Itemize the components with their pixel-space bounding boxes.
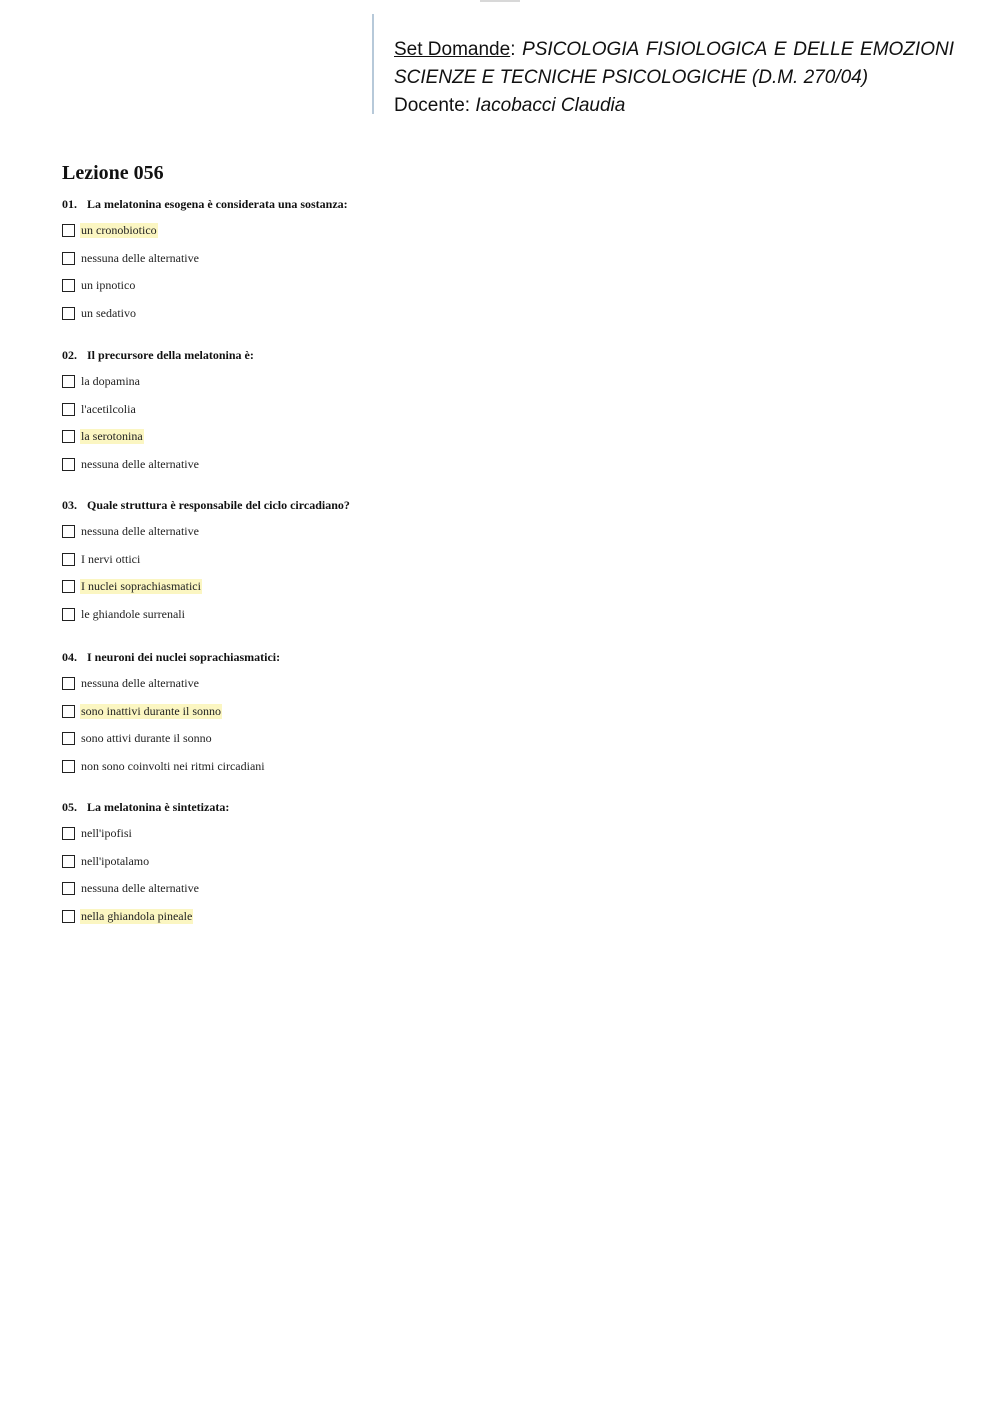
question-text: La melatonina è sintetizata: (87, 800, 230, 814)
answer-option[interactable] (62, 277, 136, 293)
answer-text: nessuna delle alternative (81, 675, 199, 690)
correct-answer-text: un cronobiotico (81, 222, 157, 237)
answer-option[interactable] (62, 853, 150, 869)
answer-text: un ipnotico (81, 277, 136, 292)
answer-checkbox[interactable] (62, 553, 75, 566)
answer-checkbox[interactable] (62, 855, 75, 868)
answer-option[interactable] (62, 305, 137, 321)
header-text (394, 36, 954, 120)
answer-text: I nervi ottici (81, 551, 141, 566)
answer-checkbox[interactable] (62, 580, 75, 593)
answer-checkbox[interactable] (62, 525, 75, 538)
answer-option[interactable] (62, 758, 266, 774)
page-top-mark (480, 0, 520, 2)
answer-checkbox[interactable] (62, 279, 75, 292)
answer-checkbox[interactable] (62, 307, 75, 320)
answer-text: la dopamina (81, 373, 140, 388)
correct-answer-text: la serotonina (81, 428, 143, 443)
answer-checkbox[interactable] (62, 224, 75, 237)
answer-checkbox[interactable] (62, 430, 75, 443)
question-text: Quale struttura è responsabile del ciclo circadiano? (87, 498, 350, 512)
answer-text: nell'ipotalamo (81, 853, 150, 868)
question-2 (62, 348, 254, 363)
answer-option[interactable] (62, 703, 222, 719)
answer-option[interactable] (62, 825, 133, 841)
course-word-1: PSICOLOGIA (522, 39, 640, 60)
answer-option[interactable] (62, 401, 137, 417)
question-text: La melatonina esogena è considerata una sostanza: (87, 197, 348, 211)
set-domande-colon: : (510, 39, 516, 60)
answer-checkbox[interactable] (62, 705, 75, 718)
correct-answer-text: sono inattivi durante il sonno (81, 703, 221, 718)
header-line-1 (394, 36, 954, 64)
answer-checkbox[interactable] (62, 882, 75, 895)
question-number: 05. (62, 800, 77, 814)
answer-option[interactable] (62, 373, 141, 389)
document-header (372, 14, 974, 114)
answer-text: nessuna delle alternative (81, 523, 199, 538)
correct-answer-text: I nuclei soprachiasmatici (81, 578, 201, 593)
answer-option[interactable] (62, 250, 200, 266)
set-domande-group (394, 36, 515, 64)
answer-text: nessuna delle alternative (81, 456, 199, 471)
answer-checkbox[interactable] (62, 403, 75, 416)
question-number: 04. (62, 650, 77, 664)
answer-text: le ghiandole surrenali (81, 606, 185, 621)
answer-option[interactable] (62, 222, 158, 238)
question-1 (62, 197, 348, 212)
answer-option[interactable] (62, 908, 193, 924)
course-degree: SCIENZE E TECNICHE PSICOLOGICHE (D.M. 270/04) (394, 67, 869, 88)
answer-option[interactable] (62, 578, 202, 594)
set-domande-label: Set Domande (394, 39, 511, 60)
correct-answer-text: nella ghiandola pineale (81, 908, 193, 923)
question-3 (62, 498, 350, 513)
lesson-title: Lezione 056 (62, 162, 164, 184)
question-text: Il precursore della melatonina è: (87, 348, 254, 362)
answer-checkbox[interactable] (62, 375, 75, 388)
course-word-4: DELLE (793, 39, 854, 60)
header-line-2 (394, 64, 954, 92)
answer-text: nessuna delle alternative (81, 880, 199, 895)
course-word-3: E (773, 39, 787, 60)
answer-text: nell'ipofisi (81, 825, 132, 840)
course-word-5: EMOZIONI (860, 39, 954, 60)
answer-option[interactable] (62, 456, 200, 472)
answer-option[interactable] (62, 675, 200, 691)
answer-option[interactable] (62, 551, 141, 567)
answer-checkbox[interactable] (62, 252, 75, 265)
answer-option[interactable] (62, 880, 200, 896)
question-number: 03. (62, 498, 77, 512)
docente-name: Iacobacci Claudia (475, 95, 626, 116)
answer-checkbox[interactable] (62, 827, 75, 840)
question-number: 01. (62, 197, 77, 211)
answer-checkbox[interactable] (62, 732, 75, 745)
docente-label: Docente: (394, 95, 471, 116)
answer-text: non sono coinvolti nei ritmi circadiani (81, 758, 265, 773)
header-line-3 (394, 92, 954, 120)
question-number: 02. (62, 348, 77, 362)
answer-text: un sedativo (81, 305, 136, 320)
answer-text: sono attivi durante il sonno (81, 730, 212, 745)
answer-checkbox[interactable] (62, 677, 75, 690)
answer-option[interactable] (62, 428, 144, 444)
answer-text: nessuna delle alternative (81, 250, 199, 265)
question-text: I neuroni dei nuclei soprachiasmatici: (87, 650, 281, 664)
answer-checkbox[interactable] (62, 910, 75, 923)
answer-option[interactable] (62, 730, 213, 746)
course-word-2: FISIOLOGICA (645, 39, 768, 60)
answer-option[interactable] (62, 523, 200, 539)
answer-checkbox[interactable] (62, 608, 75, 621)
question-4 (62, 650, 280, 665)
answer-text: l'acetilcolia (81, 401, 136, 416)
answer-checkbox[interactable] (62, 760, 75, 773)
answer-option[interactable] (62, 606, 186, 622)
answer-checkbox[interactable] (62, 458, 75, 471)
question-5 (62, 800, 229, 815)
